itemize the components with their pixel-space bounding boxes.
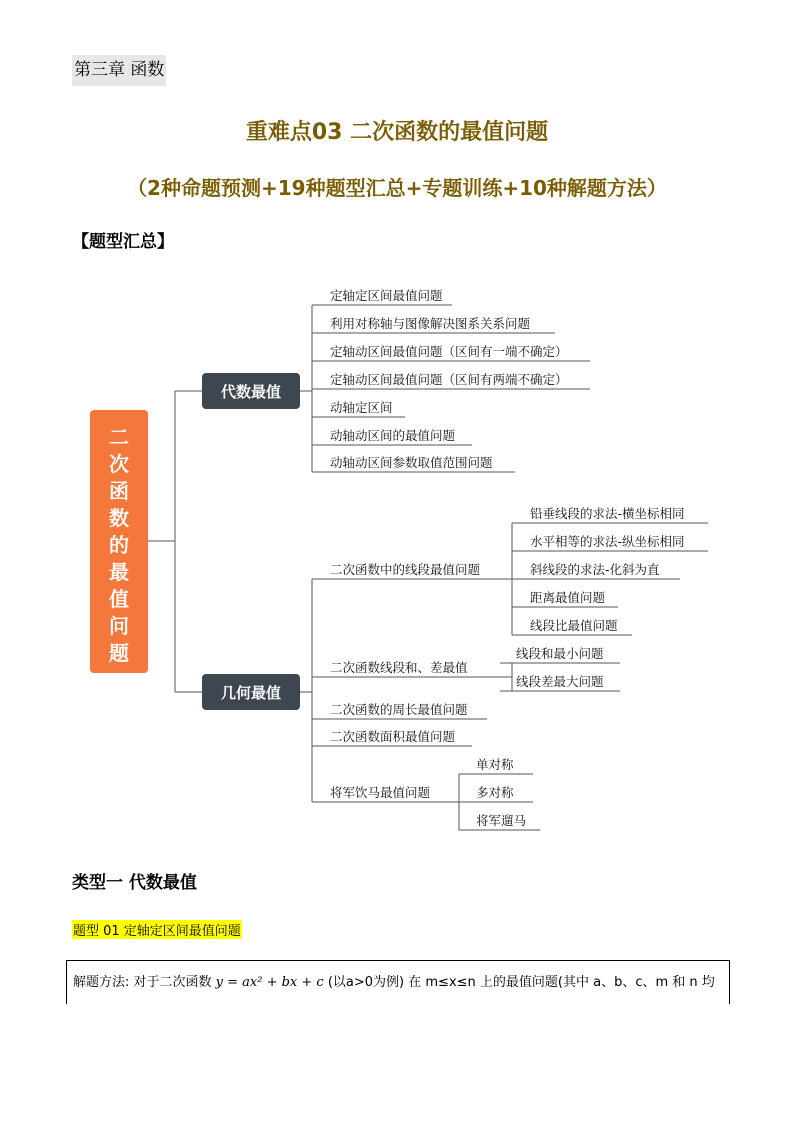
root-char: 问 <box>109 614 129 638</box>
geometry-item: 二次函数线段和、差最值 <box>330 660 468 675</box>
type-heading: 类型一 代数最值 <box>72 873 197 893</box>
summary-label: 【题型汇总】 <box>72 232 174 252</box>
method-formula: y = ax² + bx + c <box>215 975 324 990</box>
root-char: 题 <box>109 641 129 665</box>
algebra-item: 利用对称轴与图像解决图系关系问题 <box>330 316 531 331</box>
geometry-item: 二次函数面积最值问题 <box>330 729 456 744</box>
algebra-item: 定轴动区间最值问题（区间有一端不确定） <box>330 344 568 359</box>
method-condition: (以a>0为例) 在 m≤x≤n 上的最值问题(其中 a、b、c、m 和 n 均 <box>327 975 715 990</box>
algebra-node-label: 代数最值 <box>220 383 282 401</box>
root-char: 值 <box>109 587 129 611</box>
geometry-item: 二次函数中的线段最值问题 <box>330 562 481 577</box>
root-char: 的 <box>109 533 129 557</box>
segment-subitem: 距离最值问题 <box>530 590 606 605</box>
general-subitem: 将军遛马 <box>476 813 527 828</box>
method-prefix: 解题方法: 对于二次函数 <box>73 975 212 990</box>
geometry-item: 二次函数的周长最值问题 <box>330 702 468 717</box>
algebra-item: 动轴定区间 <box>330 400 393 415</box>
type-label: 题型 01 定轴定区间最值问题 <box>72 920 242 939</box>
general-subitem: 单对称 <box>476 757 514 772</box>
root-char: 数 <box>109 506 129 530</box>
method-box <box>66 960 730 1004</box>
algebra-item: 动轴动区间参数取值范围问题 <box>330 455 493 470</box>
root-char: 最 <box>109 560 129 584</box>
algebra-item: 动轴动区间的最值问题 <box>330 428 456 443</box>
segment-subitem: 线段比最值问题 <box>530 618 618 633</box>
segment-subitem: 铅垂线段的求法-横坐标相同 <box>530 506 685 521</box>
algebra-item: 定轴动区间最值问题（区间有两端不确定） <box>330 372 568 387</box>
geometry-node-label: 几何最值 <box>220 684 282 702</box>
sumdiff-subitem: 线段差最大问题 <box>516 674 604 689</box>
root-char: 函 <box>109 479 129 503</box>
page-subtitle: （2种命题预测+19种题型汇总+专题训练+10种解题方法） <box>127 176 667 200</box>
root-char: 二 <box>109 425 129 449</box>
mind-map <box>0 270 794 845</box>
algebra-item: 定轴定区间最值问题 <box>330 288 443 303</box>
segment-subitem: 水平相等的求法-纵坐标相同 <box>530 534 685 549</box>
page-title: 重难点03 二次函数的最值问题 <box>245 120 549 145</box>
sumdiff-subitem: 线段和最小问题 <box>516 646 604 661</box>
geometry-item: 将军饮马最值问题 <box>330 785 431 800</box>
root-node-label <box>109 425 129 665</box>
general-subitem: 多对称 <box>476 785 514 800</box>
root-char: 次 <box>109 452 129 476</box>
segment-subitem: 斜线段的求法-化斜为直 <box>530 562 660 577</box>
chapter-label: 第三章 函数 <box>72 55 166 86</box>
